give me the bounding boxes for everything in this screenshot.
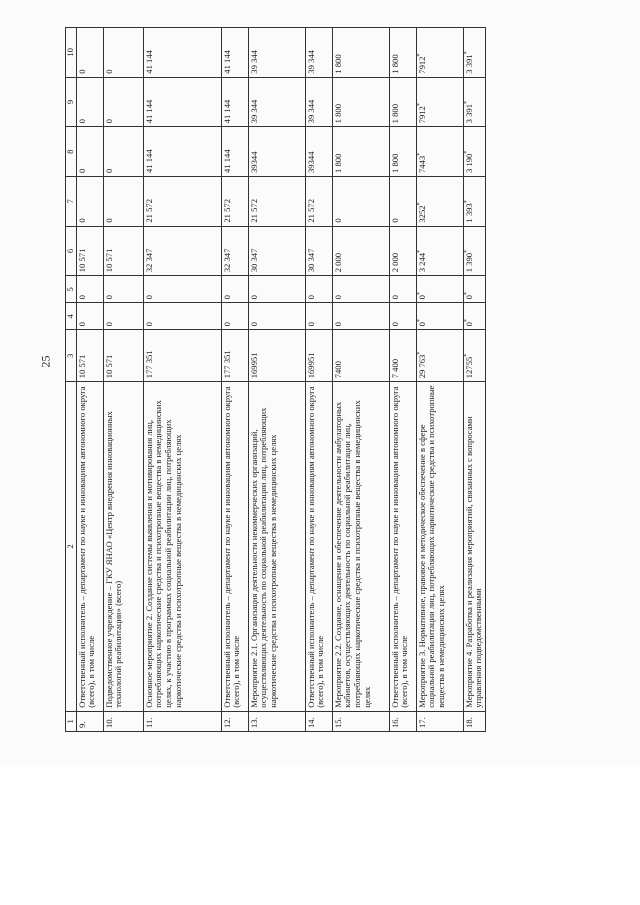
- footnote-marker: *: [416, 292, 423, 296]
- footnote-marker: *: [463, 150, 470, 154]
- cell-value: 30 347: [305, 248, 316, 273]
- value-cell: [143, 226, 221, 276]
- row-number: 17.: [416, 711, 463, 731]
- cell-value: 12755: [463, 356, 474, 379]
- cell-value: 39 344: [248, 50, 259, 74]
- value-cell: [332, 127, 389, 177]
- value-cell: [463, 176, 485, 226]
- value-cell: [76, 127, 103, 177]
- cell-value: 177 351: [143, 350, 154, 379]
- value-cell: [463, 127, 485, 177]
- row-number: 9.: [76, 711, 103, 731]
- row-description: Мероприятие 4. Разработка и реализация мероприятий, связанных с вопросами управления подведомственными: [463, 382, 485, 711]
- cell-value: 21 572: [305, 198, 316, 223]
- value-cell: [305, 276, 332, 303]
- value-cell: [248, 127, 305, 177]
- table-row: [103, 28, 143, 732]
- cell-value: 1 393: [463, 203, 474, 223]
- value-cell: [416, 28, 463, 78]
- cell-value: 1 800: [332, 104, 343, 124]
- footnote-marker: *: [463, 353, 470, 357]
- footnote-marker: *: [463, 292, 470, 296]
- budget-table: [65, 27, 486, 732]
- cell-value: 21 572: [248, 198, 259, 223]
- row-number: 15.: [332, 711, 389, 731]
- cell-value: 32 347: [221, 248, 232, 273]
- footnote-marker: *: [463, 101, 470, 104]
- value-cell: [76, 303, 103, 330]
- value-cell: [463, 28, 485, 78]
- value-cell: [143, 176, 221, 226]
- cell-value: 0: [143, 295, 154, 300]
- table-row: [221, 28, 248, 732]
- footnote-marker: *: [416, 202, 423, 206]
- value-cell: [103, 303, 143, 330]
- row-number: 11.: [143, 711, 221, 731]
- row-description: Мероприятие 2.2. Создание, оснащение и обеспечение деятельности амбулаторных кабинетов, осуществляющих деятельность по социальной реабилитации лиц, потребляющих наркотические средства и психотропные вещества в немедицинских целях: [332, 382, 389, 711]
- value-cell: [248, 303, 305, 330]
- value-cell: [416, 226, 463, 276]
- value-cell: [332, 77, 389, 127]
- value-cell: [389, 77, 416, 127]
- value-cell: [221, 226, 248, 276]
- cell-value: 0: [143, 322, 154, 327]
- cell-value: 1 800: [389, 153, 400, 173]
- value-cell: [332, 176, 389, 226]
- value-cell: [143, 303, 221, 330]
- row-description: Основное мероприятие 2. Создание системы выявления и мотивирования лиц, потребляющих наркотические средства и психотропные вещества в немедицинских целях, к участию в программах социальной реабилитации лиц, потребляющих наркотические средства и психотропные вещества в немедицинских целях: [143, 382, 221, 711]
- footnote-marker: *: [416, 103, 423, 107]
- cell-value: 1 390: [463, 252, 474, 273]
- value-cell: [221, 330, 248, 382]
- value-cell: [463, 276, 485, 303]
- table-row: [332, 28, 389, 732]
- footnote-marker: *: [416, 152, 423, 156]
- value-cell: [389, 226, 416, 276]
- cell-value: 7 400: [389, 358, 400, 379]
- table-row: [248, 28, 305, 732]
- value-cell: [103, 226, 143, 276]
- cell-value: 3 244: [416, 252, 427, 273]
- cell-value: 30 347: [248, 248, 259, 273]
- row-number: 13.: [248, 711, 305, 731]
- value-cell: [305, 303, 332, 330]
- value-cell: [416, 176, 463, 226]
- value-cell: [416, 127, 463, 177]
- cell-value: 0: [305, 322, 316, 327]
- cell-value: 10 571: [76, 354, 87, 379]
- value-cell: [221, 28, 248, 78]
- cell-value: 0: [305, 295, 316, 300]
- cell-value: 3 391: [463, 54, 474, 74]
- value-cell: [248, 28, 305, 78]
- value-cell: [248, 330, 305, 382]
- value-cell: [416, 77, 463, 127]
- cell-value: 39344: [305, 151, 316, 173]
- value-cell: [305, 226, 332, 276]
- cell-value: 0: [389, 322, 400, 327]
- cell-value: 0: [103, 322, 114, 327]
- value-cell: [143, 28, 221, 78]
- row-number: 12.: [221, 711, 248, 731]
- value-cell: [221, 303, 248, 330]
- value-cell: [221, 127, 248, 177]
- column-header: 6: [66, 226, 77, 276]
- rotated-table-container: [65, 27, 538, 732]
- cell-value: 21 572: [221, 198, 232, 223]
- cell-value: 41 144: [221, 149, 232, 173]
- footnote-marker: *: [416, 319, 423, 323]
- row-number: 16.: [389, 711, 416, 731]
- value-cell: [76, 176, 103, 226]
- footnote-marker: *: [416, 249, 423, 253]
- table-header-row: [66, 28, 77, 732]
- page-background: [0, 765, 640, 905]
- cell-value: 2 000: [389, 252, 400, 273]
- cell-value: 0: [248, 295, 259, 300]
- row-description: Ответственный исполнитель – департамент по науке и инновациям автономного округа (всего), в том числе: [76, 382, 103, 711]
- value-cell: [103, 276, 143, 303]
- cell-value: 10 571: [103, 248, 114, 273]
- cell-value: 169951: [305, 352, 316, 379]
- cell-value: 0: [389, 218, 400, 223]
- value-cell: [332, 330, 389, 382]
- cell-value: 0: [416, 295, 427, 300]
- value-cell: [103, 330, 143, 382]
- table-row: [305, 28, 332, 732]
- row-description: Мероприятие 3. Нормативное, правовое и методическое обеспечение в сфере социальной реабилитации лиц, потребляющих наркотические средства и психотропные вещества в немедицинских целях: [416, 382, 463, 711]
- footnote-marker: *: [416, 53, 423, 57]
- cell-value: 7912: [416, 106, 427, 124]
- value-cell: [389, 28, 416, 78]
- cell-value: 10 571: [76, 248, 87, 273]
- value-cell: [332, 303, 389, 330]
- cell-value: 3 391: [463, 104, 474, 124]
- cell-value: 41 144: [143, 50, 154, 74]
- cell-value: 39 344: [305, 50, 316, 74]
- cell-value: 0: [332, 218, 343, 223]
- column-header: 4: [66, 303, 77, 330]
- value-cell: [305, 77, 332, 127]
- value-cell: [305, 176, 332, 226]
- cell-value: 0: [76, 69, 87, 74]
- value-cell: [389, 176, 416, 226]
- cell-value: 3252: [416, 205, 427, 223]
- value-cell: [463, 226, 485, 276]
- cell-value: 0: [103, 119, 114, 124]
- cell-value: 41 144: [143, 99, 154, 124]
- cell-value: 0: [463, 322, 474, 327]
- value-cell: [248, 176, 305, 226]
- row-number: 14.: [305, 711, 332, 731]
- table-row: [463, 28, 485, 732]
- value-cell: [76, 330, 103, 382]
- cell-value: 0: [76, 119, 87, 124]
- column-header: 10: [66, 28, 77, 78]
- cell-value: 10 571: [103, 354, 114, 379]
- column-header: 1: [66, 711, 77, 731]
- table-row: [416, 28, 463, 732]
- value-cell: [305, 127, 332, 177]
- value-cell: [463, 303, 485, 330]
- value-cell: [103, 77, 143, 127]
- cell-value: 39 344: [248, 99, 259, 124]
- column-header: 9: [66, 77, 77, 127]
- value-cell: [305, 330, 332, 382]
- cell-value: 0: [103, 69, 114, 74]
- footnote-marker: *: [463, 249, 470, 253]
- value-cell: [76, 226, 103, 276]
- cell-value: 0: [221, 295, 232, 300]
- cell-value: 0: [248, 322, 259, 327]
- cell-value: 7443: [416, 155, 427, 173]
- cell-value: 1 800: [332, 54, 343, 74]
- column-header: 5: [66, 276, 77, 303]
- cell-value: 1 800: [332, 153, 343, 173]
- cell-value: 0: [389, 295, 400, 300]
- cell-value: 0: [76, 295, 87, 300]
- value-cell: [76, 77, 103, 127]
- table-row: [389, 28, 416, 732]
- cell-value: 0: [332, 322, 343, 327]
- cell-value: 169951: [248, 352, 259, 379]
- footnote-marker: *: [463, 51, 470, 55]
- value-cell: [416, 330, 463, 382]
- value-cell: [221, 176, 248, 226]
- cell-value: 41 144: [221, 99, 232, 124]
- cell-value: 0: [103, 295, 114, 300]
- value-cell: [389, 330, 416, 382]
- row-number: 10.: [103, 711, 143, 731]
- cell-value: 0: [221, 322, 232, 327]
- cell-value: 0: [416, 322, 427, 327]
- cell-value: 29 763: [416, 354, 427, 379]
- cell-value: 0: [332, 295, 343, 300]
- value-cell: [332, 28, 389, 78]
- column-header: 3: [66, 330, 77, 382]
- cell-value: 39344: [248, 151, 259, 173]
- cell-value: 0: [76, 322, 87, 327]
- footnote-marker: *: [463, 200, 470, 204]
- cell-value: 41 144: [221, 50, 232, 74]
- cell-value: 7400: [332, 361, 343, 379]
- value-cell: [248, 226, 305, 276]
- value-cell: [305, 28, 332, 78]
- cell-value: 0: [103, 168, 114, 173]
- row-description: Ответственный исполнитель – департамент по науке и инновациям автономного округа (всего), в том числе: [389, 382, 416, 711]
- cell-value: 0: [76, 168, 87, 173]
- cell-value: 0: [76, 218, 87, 223]
- column-header: 2: [66, 382, 77, 711]
- value-cell: [143, 330, 221, 382]
- cell-value: 41 144: [143, 149, 154, 173]
- cell-value: 1 800: [389, 54, 400, 74]
- value-cell: [221, 77, 248, 127]
- footnote-marker: *: [463, 319, 470, 323]
- cell-value: 0: [463, 295, 474, 300]
- cell-value: 2 000: [332, 252, 343, 273]
- value-cell: [332, 226, 389, 276]
- value-cell: [76, 276, 103, 303]
- cell-value: 1 800: [389, 104, 400, 124]
- footnote-marker: *: [416, 351, 423, 355]
- value-cell: [248, 276, 305, 303]
- table-row: [76, 28, 103, 732]
- value-cell: [143, 77, 221, 127]
- value-cell: [248, 77, 305, 127]
- column-header: 8: [66, 127, 77, 177]
- value-cell: [76, 28, 103, 78]
- row-description: Подведомственное учреждение – ГКУ ЯНАО «Центр внедрения инновационных технологий реабилитации» (всего): [103, 382, 143, 711]
- page-number: 25: [38, 355, 53, 368]
- cell-value: 3 190: [463, 153, 474, 173]
- value-cell: [221, 276, 248, 303]
- value-cell: [143, 127, 221, 177]
- cell-value: 177 351: [221, 350, 232, 379]
- value-cell: [103, 28, 143, 78]
- value-cell: [103, 127, 143, 177]
- value-cell: [416, 303, 463, 330]
- value-cell: [143, 276, 221, 303]
- value-cell: [389, 276, 416, 303]
- value-cell: [389, 127, 416, 177]
- value-cell: [463, 330, 485, 382]
- cell-value: 32 347: [143, 248, 154, 273]
- value-cell: [463, 77, 485, 127]
- value-cell: [332, 276, 389, 303]
- value-cell: [416, 276, 463, 303]
- value-cell: [389, 303, 416, 330]
- row-description: Ответственный исполнитель – департамент по науке и инновациям автономного округа (всего), в том числе: [221, 382, 248, 711]
- value-cell: [103, 176, 143, 226]
- cell-value: 7912: [416, 56, 427, 74]
- column-header: 7: [66, 176, 77, 226]
- cell-value: 39 344: [305, 99, 316, 124]
- cell-value: 0: [103, 218, 114, 223]
- table-row: [143, 28, 221, 732]
- cell-value: 21 572: [143, 198, 154, 223]
- row-description: Ответственный исполнитель – департамент по науке и инновациям автономного округа (всего), в том числе: [305, 382, 332, 711]
- row-number: 18.: [463, 711, 485, 731]
- row-description: Мероприятие 2.1. Организация деятельности некоммерческих организаций, осуществляющих деятельность по социальной реабилитации лиц, потребляющих наркотические средства и психотропные вещества в немедицинских целях: [248, 382, 305, 711]
